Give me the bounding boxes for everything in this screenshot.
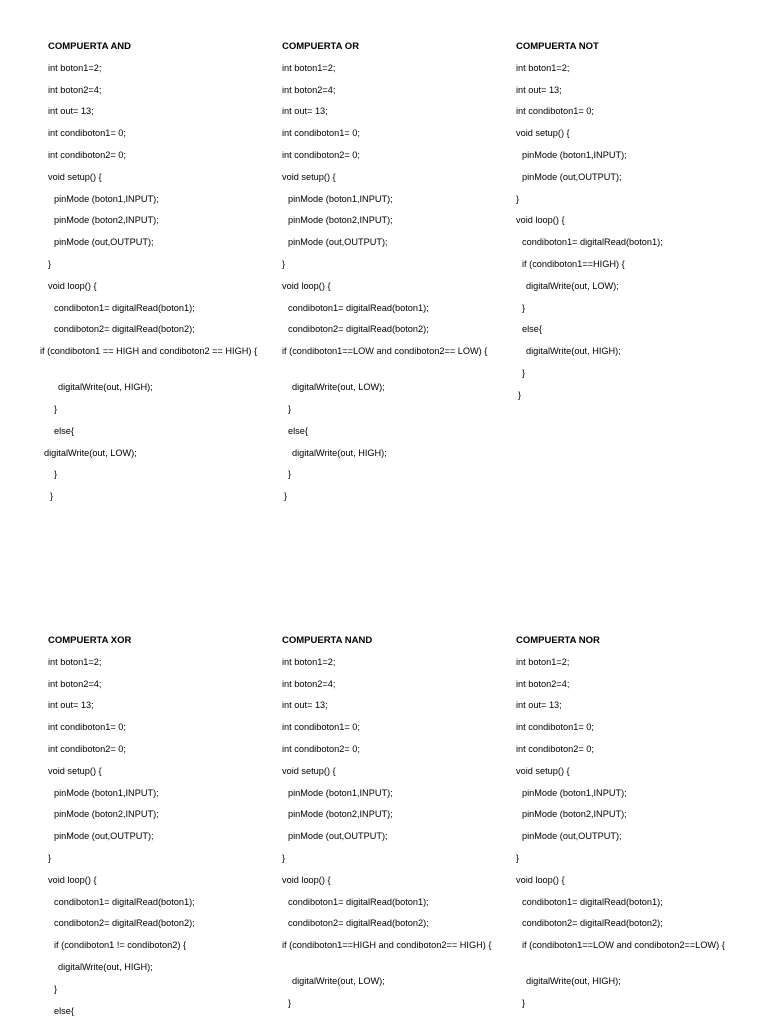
code-line: pinMode (boton2,INPUT); bbox=[54, 215, 159, 226]
code-line: } bbox=[48, 258, 52, 269]
code-line: condiboton2= digitalRead(boton2); bbox=[288, 918, 429, 929]
code-line: int boton2=4; bbox=[282, 84, 336, 95]
code-line: pinMode (out,OUTPUT); bbox=[288, 831, 388, 842]
code-line: digitalWrite(out, LOW); bbox=[292, 976, 385, 987]
code-line: } bbox=[516, 193, 520, 204]
block-title-nor: COMPUERTA NOR bbox=[516, 635, 600, 646]
code-line: int condiboton1= 0; bbox=[516, 722, 594, 733]
code-line: int boton1=2; bbox=[48, 656, 102, 667]
code-line: } bbox=[50, 491, 54, 502]
code-block-or bbox=[282, 41, 507, 513]
code-line: int out= 13; bbox=[282, 106, 328, 117]
code-line: pinMode (boton2,INPUT); bbox=[288, 809, 393, 820]
code-line: int boton2=4; bbox=[48, 678, 102, 689]
code-line: digitalWrite(out, LOW); bbox=[292, 382, 385, 393]
block-title-nand: COMPUERTA NAND bbox=[282, 635, 373, 646]
code-line: digitalWrite(out, HIGH); bbox=[526, 976, 621, 987]
code-line: pinMode (out,OUTPUT); bbox=[54, 237, 154, 248]
code-block-nor bbox=[516, 635, 741, 1020]
code-line: digitalWrite(out, LOW); bbox=[526, 280, 619, 291]
code-line: pinMode (out,OUTPUT); bbox=[288, 237, 388, 248]
code-line: } bbox=[284, 491, 288, 502]
block-title-xor: COMPUERTA XOR bbox=[48, 635, 132, 646]
code-line: else{ bbox=[522, 324, 542, 335]
code-line: int condiboton2= 0; bbox=[282, 743, 360, 754]
code-line: else{ bbox=[54, 1005, 74, 1016]
code-line: } bbox=[282, 258, 286, 269]
code-line: int boton1=2; bbox=[48, 62, 102, 73]
code-line: condiboton1= digitalRead(boton1); bbox=[288, 896, 429, 907]
code-line: digitalWrite(out, LOW); bbox=[44, 447, 137, 458]
code-line: int boton1=2; bbox=[282, 656, 336, 667]
code-line: if (condiboton1==LOW and condiboton2== LOW) { bbox=[282, 346, 488, 357]
code-line: if (condiboton1 != condiboton2) { bbox=[54, 940, 187, 951]
code-line: pinMode (boton2,INPUT); bbox=[288, 215, 393, 226]
code-line: else{ bbox=[54, 425, 74, 436]
code-line: int condiboton2= 0; bbox=[282, 149, 360, 160]
code-line: int condiboton2= 0; bbox=[516, 743, 594, 754]
code-line: int condiboton2= 0; bbox=[48, 743, 126, 754]
code-line: pinMode (boton1,INPUT); bbox=[288, 787, 393, 798]
code-line: int boton2=4; bbox=[282, 678, 336, 689]
code-line: pinMode (boton2,INPUT); bbox=[522, 809, 627, 820]
code-line: pinMode (out,OUTPUT); bbox=[54, 831, 154, 842]
code-line: } bbox=[48, 852, 52, 863]
code-line: } bbox=[522, 302, 526, 313]
block-title-or: COMPUERTA OR bbox=[282, 41, 360, 52]
code-line: int condiboton1= 0; bbox=[282, 722, 360, 733]
code-line: } bbox=[288, 469, 292, 480]
code-line: int out= 13; bbox=[282, 700, 328, 711]
code-line: pinMode (out,OUTPUT); bbox=[522, 831, 622, 842]
code-line: void setup() { bbox=[282, 765, 336, 776]
code-line: int out= 13; bbox=[48, 700, 94, 711]
code-line: pinMode (boton2,INPUT); bbox=[54, 809, 159, 820]
code-line: int condiboton1= 0; bbox=[48, 722, 126, 733]
code-line: void setup() { bbox=[516, 765, 570, 776]
block-title-not: COMPUERTA NOT bbox=[516, 41, 599, 52]
code-line: if (condiboton1==HIGH and condiboton2== HIGH) { bbox=[282, 940, 492, 951]
code-line: int boton1=2; bbox=[282, 62, 336, 73]
code-line: digitalWrite(out, HIGH); bbox=[58, 961, 153, 972]
code-line: int boton1=2; bbox=[516, 62, 570, 73]
code-line: int out= 13; bbox=[48, 106, 94, 117]
code-line: if (condiboton1 == HIGH and condiboton2 == HIGH) { bbox=[40, 346, 258, 357]
code-line: void setup() { bbox=[516, 128, 570, 139]
code-line: void loop() { bbox=[48, 280, 97, 291]
code-line: condiboton2= digitalRead(boton2); bbox=[54, 324, 195, 335]
code-line: int boton2=4; bbox=[516, 678, 570, 689]
block-title-and: COMPUERTA AND bbox=[48, 41, 132, 52]
code-line: void setup() { bbox=[282, 171, 336, 182]
code-line: int condiboton1= 0; bbox=[516, 106, 594, 117]
code-line: digitalWrite(out, HIGH); bbox=[526, 346, 621, 357]
code-line: condiboton2= digitalRead(boton2); bbox=[288, 324, 429, 335]
code-block-nand bbox=[282, 635, 507, 1020]
code-line: void loop() { bbox=[282, 874, 331, 885]
code-line: } bbox=[54, 403, 58, 414]
code-line: condiboton1= digitalRead(boton1); bbox=[522, 896, 663, 907]
code-line: if (condiboton1==LOW and condiboton2==LOW) { bbox=[522, 940, 725, 951]
code-line: if (condiboton1==HIGH) { bbox=[522, 258, 625, 269]
code-line: pinMode (boton1,INPUT); bbox=[288, 193, 393, 204]
code-line: pinMode (boton1,INPUT); bbox=[54, 787, 159, 798]
code-line: else{ bbox=[288, 425, 308, 436]
code-line: condiboton2= digitalRead(boton2); bbox=[54, 918, 195, 929]
code-line: } bbox=[282, 852, 286, 863]
code-block-not bbox=[516, 41, 741, 412]
code-line: } bbox=[522, 367, 526, 378]
code-block-and bbox=[40, 41, 273, 513]
code-line: pinMode (boton1,INPUT); bbox=[522, 149, 627, 160]
code-line: void setup() { bbox=[48, 171, 102, 182]
code-line: condiboton1= digitalRead(boton1); bbox=[522, 237, 663, 248]
code-line: digitalWrite(out, HIGH); bbox=[292, 447, 387, 458]
code-line: condiboton1= digitalRead(boton1); bbox=[54, 302, 195, 313]
code-line: condiboton2= digitalRead(boton2); bbox=[522, 918, 663, 929]
code-line: } bbox=[288, 403, 292, 414]
code-line: void loop() { bbox=[516, 215, 565, 226]
code-line: void loop() { bbox=[48, 874, 97, 885]
code-line: pinMode (boton1,INPUT); bbox=[522, 787, 627, 798]
code-line: int boton1=2; bbox=[516, 656, 570, 667]
code-line: void setup() { bbox=[48, 765, 102, 776]
code-line: pinMode (boton1,INPUT); bbox=[54, 193, 159, 204]
code-line: void loop() { bbox=[282, 280, 331, 291]
code-line: int out= 13; bbox=[516, 700, 562, 711]
code-line: } bbox=[518, 389, 522, 400]
code-line: condiboton1= digitalRead(boton1); bbox=[54, 896, 195, 907]
code-line: void loop() { bbox=[516, 874, 565, 885]
code-line: int boton2=4; bbox=[48, 84, 102, 95]
code-line: condiboton1= digitalRead(boton1); bbox=[288, 302, 429, 313]
code-line: digitalWrite(out, HIGH); bbox=[58, 382, 153, 393]
code-line: int out= 13; bbox=[516, 84, 562, 95]
code-line: } bbox=[516, 852, 520, 863]
code-line: } bbox=[522, 997, 526, 1008]
code-line: } bbox=[54, 469, 58, 480]
code-line: int condiboton1= 0; bbox=[282, 128, 360, 139]
code-line: } bbox=[288, 997, 292, 1008]
code-line: int condiboton2= 0; bbox=[48, 149, 126, 160]
code-line: int condiboton1= 0; bbox=[48, 128, 126, 139]
code-line: pinMode (out,OUTPUT); bbox=[522, 171, 622, 182]
code-block-xor bbox=[48, 635, 273, 1027]
code-line: } bbox=[54, 983, 58, 994]
